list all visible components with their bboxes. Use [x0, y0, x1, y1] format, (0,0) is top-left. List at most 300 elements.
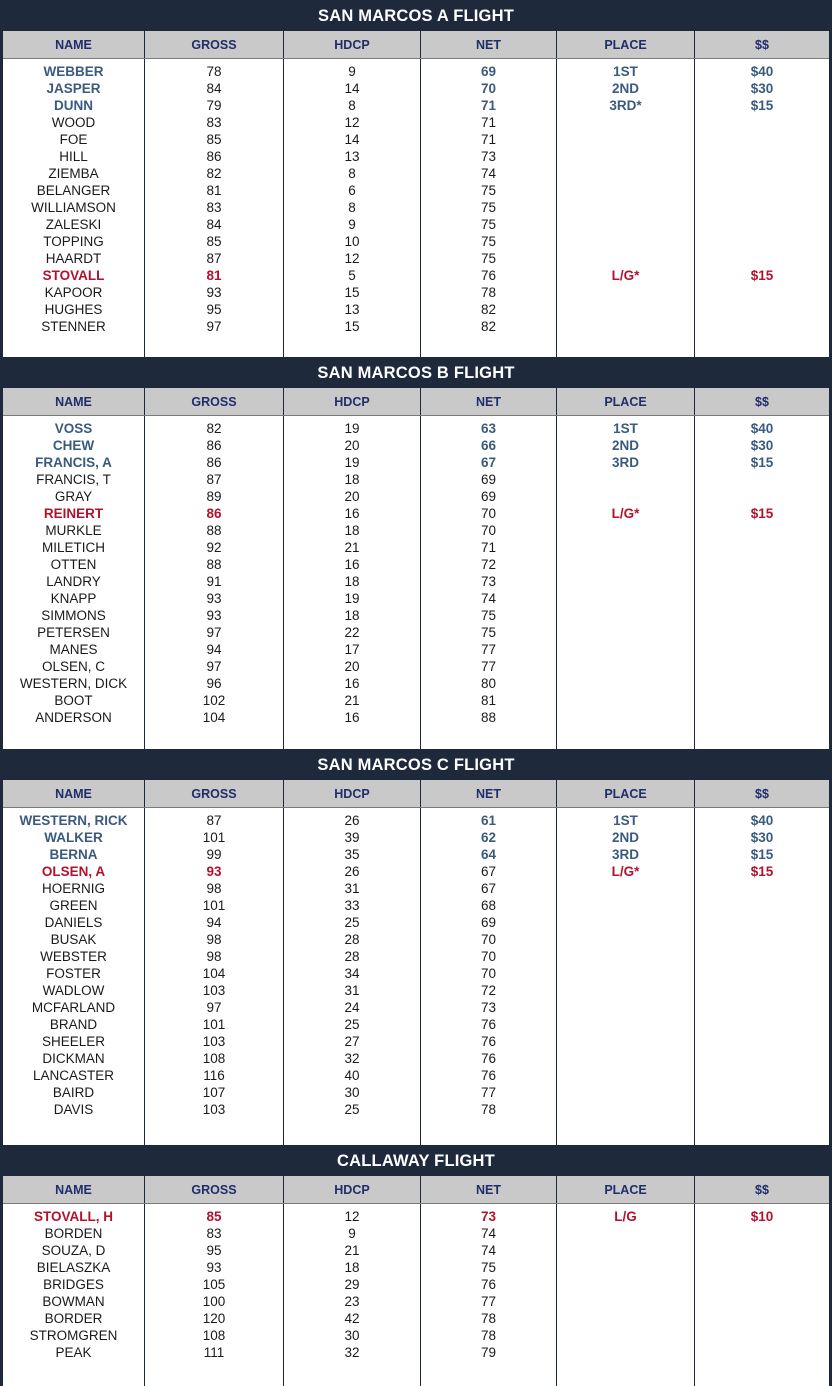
column-header: $$	[755, 38, 769, 52]
table-cell-hdcp: 24	[344, 1000, 360, 1015]
table-cell-money: $40	[750, 64, 774, 79]
table-cell-money	[695, 658, 829, 675]
net-column	[421, 59, 557, 357]
table-cell-gross: 111	[203, 1345, 225, 1360]
table-cell-net: 78	[480, 1328, 497, 1343]
table-cell-gross: 88	[206, 557, 222, 572]
table-cell-hdcp: 8	[348, 98, 356, 113]
table-cell-name: BRIDGES	[43, 1277, 104, 1292]
table-cell-place	[557, 148, 694, 165]
table-cell-net: 81	[480, 693, 497, 708]
table-cell-net: 78	[480, 1102, 497, 1117]
table-cell-name: GRAY	[54, 489, 93, 504]
table-cell-money	[695, 1344, 829, 1361]
name-column	[3, 808, 145, 1145]
table-cell-net: 75	[480, 251, 497, 266]
table-cell-money	[695, 471, 829, 488]
table-cell-name: HILL	[59, 149, 88, 164]
table-cell-gross: 86	[206, 438, 222, 453]
column-header: GROSS	[145, 31, 284, 58]
table-cell-place: 3RD	[611, 847, 639, 862]
table-cell-name: OLSEN, C	[41, 659, 106, 674]
table-cell-name: BIELASZKA	[36, 1260, 111, 1275]
table-cell-place: 3RD*	[609, 98, 642, 113]
column-header: NET	[421, 780, 557, 807]
table-cell-hdcp: 15	[344, 319, 360, 334]
flight-section	[0, 0, 832, 357]
table-cell-place	[557, 692, 694, 709]
table-cell-money: $15	[750, 455, 774, 470]
table-cell-hdcp: 13	[344, 302, 360, 317]
column-header: PLACE	[557, 1176, 695, 1203]
column-header: PLACE	[557, 31, 695, 58]
table-cell-hdcp: 25	[344, 1102, 360, 1117]
column-header: NET	[421, 1176, 557, 1203]
table-cell-gross: 93	[206, 1260, 222, 1275]
table-cell-gross: 83	[206, 115, 222, 130]
gross-column	[145, 1204, 284, 1386]
net-column	[421, 808, 557, 1145]
table-cell-name: ANDERSON	[35, 710, 112, 725]
table-cell-net: 70	[480, 949, 497, 964]
table-cell-name: WESTERN, DICK	[19, 676, 128, 691]
table-cell-net: 73	[480, 149, 497, 164]
table-cell-net: 67	[480, 455, 497, 470]
table-cell-net: 75	[480, 608, 497, 623]
column-header: NET	[421, 388, 557, 415]
table-cell-place	[557, 114, 694, 131]
column-header: NET	[421, 31, 557, 58]
results-table	[0, 388, 832, 749]
table-cell-hdcp: 30	[344, 1328, 360, 1343]
table-cell-money	[695, 590, 829, 607]
table-cell-hdcp: 13	[344, 149, 360, 164]
table-cell-gross: 97	[206, 319, 222, 334]
table-cell-net: 76	[480, 1034, 497, 1049]
table-cell-gross: 98	[206, 881, 222, 896]
table-cell-name: DAVIS	[53, 1102, 94, 1117]
table-cell-name: STROMGREN	[29, 1328, 118, 1343]
place-column	[557, 808, 695, 1145]
table-cell-money	[695, 131, 829, 148]
table-cell-hdcp: 8	[348, 166, 356, 181]
table-cell-net: 73	[480, 1209, 497, 1224]
table-cell-gross: 93	[206, 864, 222, 879]
table-cell-name: LANCASTER	[32, 1068, 115, 1083]
table-cell-name: PETERSEN	[37, 625, 110, 640]
table-cell-place	[557, 318, 694, 335]
table-cell-money	[695, 931, 829, 948]
table-cell-net: 75	[480, 183, 497, 198]
column-header: GROSS	[145, 780, 284, 807]
table-cell-hdcp: 28	[344, 932, 360, 947]
column-header: GROSS	[145, 388, 284, 415]
table-cell-gross: 97	[206, 659, 222, 674]
money-column	[695, 1204, 829, 1386]
table-cell-hdcp: 16	[344, 676, 360, 691]
table-cell-hdcp: 32	[344, 1345, 360, 1360]
table-cell-name: BUSAK	[50, 932, 97, 947]
table-cell-name: BERNA	[49, 847, 98, 862]
results-table	[0, 1176, 832, 1386]
table-cell-name: BOWMAN	[42, 1294, 105, 1309]
table-cell-name: BELANGER	[36, 183, 111, 198]
table-cell-money	[695, 897, 829, 914]
table-cell-gross: 88	[206, 523, 222, 538]
table-cell-net: 69	[480, 64, 497, 79]
table-cell-hdcp: 18	[344, 1260, 360, 1275]
table-cell-gross: 120	[202, 1311, 226, 1326]
table-cell-hdcp: 5	[348, 268, 356, 283]
table-cell-net: 70	[480, 966, 497, 981]
table-cell-name: KAPOOR	[44, 285, 103, 300]
table-cell-place	[557, 165, 694, 182]
table-cell-net: 88	[480, 710, 497, 725]
table-cell-money	[695, 284, 829, 301]
table-cell-name: CHEW	[52, 438, 95, 453]
table-cell-place	[557, 1293, 694, 1310]
table-cell-hdcp: 28	[344, 949, 360, 964]
table-cell-gross: 100	[202, 1294, 226, 1309]
column-header: PLACE	[557, 780, 695, 807]
table-cell-gross: 103	[202, 1102, 226, 1117]
table-cell-net: 70	[480, 506, 497, 521]
table-cell-money	[695, 709, 829, 726]
table-cell-hdcp: 12	[344, 115, 360, 130]
table-cell-place	[557, 284, 694, 301]
column-header: NAME	[3, 1176, 145, 1203]
column-header: NAME	[3, 31, 145, 58]
column-header: NAME	[3, 780, 145, 807]
column-header: GROSS	[145, 1176, 284, 1203]
table-cell-name: WOOD	[51, 115, 96, 130]
table-cell-name: WADLOW	[42, 983, 105, 998]
table-cell-hdcp: 16	[344, 506, 360, 521]
table-cell-net: 67	[480, 881, 497, 896]
table-cell-net: 77	[480, 642, 497, 657]
table-cell-net: 76	[480, 1051, 497, 1066]
table-cell-place	[557, 658, 694, 675]
table-cell-place: 1ST	[613, 421, 638, 436]
table-cell-net: 75	[480, 625, 497, 640]
table-cell-name: FOE	[59, 132, 88, 147]
table-cell-name: FOSTER	[46, 966, 101, 981]
flight-section	[0, 1145, 832, 1386]
hdcp-column	[284, 416, 421, 749]
table-cell-money	[695, 114, 829, 131]
table-cell-name: ZALESKI	[45, 217, 102, 232]
table-cell-gross: 83	[206, 1226, 222, 1241]
name-column	[3, 59, 145, 357]
gross-column	[145, 808, 284, 1145]
table-cell-money	[695, 641, 829, 658]
table-cell-hdcp: 30	[344, 1085, 360, 1100]
table-cell-money	[695, 233, 829, 250]
table-cell-name: VOSS	[54, 421, 93, 436]
table-cell-money	[695, 999, 829, 1016]
table-body	[3, 59, 829, 357]
table-cell-net: 76	[480, 1277, 497, 1292]
table-cell-hdcp: 12	[344, 251, 360, 266]
table-cell-name: MILETICH	[41, 540, 105, 555]
table-cell-net: 73	[480, 574, 497, 589]
table-body	[3, 1204, 829, 1386]
table-cell-money	[695, 607, 829, 624]
table-cell-place	[557, 131, 694, 148]
table-cell-gross: 81	[206, 183, 222, 198]
table-cell-money	[695, 1293, 829, 1310]
flight-title: SAN MARCOS C FLIGHT	[0, 749, 832, 780]
table-cell-gross: 91	[206, 574, 222, 589]
table-cell-name: BRAND	[49, 1017, 98, 1032]
table-cell-gross: 86	[206, 455, 222, 470]
table-cell-money: $40	[750, 813, 774, 828]
table-cell-net: 68	[480, 898, 497, 913]
table-cell-hdcp: 18	[344, 472, 360, 487]
table-cell-net: 63	[480, 421, 497, 436]
table-cell-money	[695, 1016, 829, 1033]
table-cell-place: 1ST	[613, 813, 638, 828]
table-cell-gross: 84	[206, 81, 222, 96]
table-cell-net: 75	[480, 1260, 497, 1275]
table-cell-name: STOVALL, H	[33, 1209, 113, 1224]
table-cell-hdcp: 9	[348, 1226, 356, 1241]
table-cell-gross: 103	[202, 983, 226, 998]
table-cell-place	[557, 897, 694, 914]
table-cell-place	[557, 914, 694, 931]
table-cell-name: SIMMONS	[41, 608, 106, 623]
table-cell-money	[695, 318, 829, 335]
name-column	[3, 1204, 145, 1386]
results-table	[0, 780, 832, 1145]
table-cell-hdcp: 25	[344, 1017, 360, 1032]
flight-title: CALLAWAY FLIGHT	[0, 1145, 832, 1176]
table-cell-hdcp: 15	[344, 285, 360, 300]
table-cell-net: 78	[480, 1311, 497, 1326]
table-cell-place: L/G	[614, 1209, 637, 1224]
table-cell-money	[695, 1259, 829, 1276]
table-cell-place	[557, 1101, 694, 1118]
table-cell-money	[695, 1101, 829, 1118]
table-cell-hdcp: 21	[344, 693, 360, 708]
table-cell-hdcp: 8	[348, 200, 356, 215]
table-cell-money: $15	[750, 506, 774, 521]
table-cell-gross: 95	[206, 302, 222, 317]
table-cell-place	[557, 1033, 694, 1050]
table-cell-money	[695, 1067, 829, 1084]
net-column	[421, 416, 557, 749]
table-body	[3, 808, 829, 1145]
table-cell-gross: 87	[206, 251, 222, 266]
table-cell-name: SHEELER	[41, 1034, 106, 1049]
table-body	[3, 416, 829, 749]
table-cell-gross: 104	[202, 710, 226, 725]
table-cell-place: 2ND	[611, 830, 639, 845]
table-cell-gross: 102	[202, 693, 226, 708]
table-cell-gross: 82	[206, 166, 222, 181]
table-cell-money	[695, 1084, 829, 1101]
table-cell-hdcp: 20	[344, 438, 360, 453]
table-cell-net: 71	[480, 132, 497, 147]
table-cell-hdcp: 9	[348, 217, 356, 232]
table-cell-net: 82	[480, 319, 497, 334]
table-cell-place	[557, 182, 694, 199]
table-cell-place	[557, 1242, 694, 1259]
table-cell-money: $15	[750, 268, 774, 283]
table-cell-money: $15	[750, 847, 774, 862]
column-header: HDCP	[284, 1176, 421, 1203]
table-cell-name: OLSEN, A	[41, 864, 106, 879]
column-header-row	[3, 388, 829, 416]
table-cell-place	[557, 1067, 694, 1084]
table-cell-hdcp: 16	[344, 557, 360, 572]
table-cell-net: 75	[480, 234, 497, 249]
money-column	[695, 59, 829, 357]
table-cell-name: KNAPP	[50, 591, 97, 606]
table-cell-net: 74	[480, 1243, 497, 1258]
column-header: PLACE	[557, 388, 695, 415]
table-cell-hdcp: 14	[344, 81, 360, 96]
hdcp-column	[284, 59, 421, 357]
table-cell-place	[557, 709, 694, 726]
results-table	[0, 31, 832, 357]
table-cell-net: 77	[480, 1085, 497, 1100]
table-cell-name: TOPPING	[43, 234, 104, 249]
table-cell-money	[695, 1242, 829, 1259]
table-cell-gross: 86	[206, 506, 222, 521]
table-cell-gross: 98	[206, 949, 222, 964]
table-cell-place	[557, 607, 694, 624]
table-cell-gross: 97	[206, 625, 222, 640]
table-cell-gross: 104	[202, 966, 226, 981]
flight-title: SAN MARCOS B FLIGHT	[0, 357, 832, 388]
table-cell-name: OTTEN	[50, 557, 97, 572]
table-cell-net: 75	[480, 200, 497, 215]
name-column	[3, 416, 145, 749]
table-cell-place	[557, 1327, 694, 1344]
table-cell-hdcp: 17	[344, 642, 360, 657]
table-cell-gross: 116	[203, 1068, 225, 1083]
table-cell-hdcp: 26	[344, 813, 360, 828]
table-cell-money	[695, 914, 829, 931]
table-cell-place	[557, 1225, 694, 1242]
table-cell-money: $30	[750, 81, 774, 96]
net-column	[421, 1204, 557, 1386]
table-cell-place	[557, 590, 694, 607]
table-cell-money: $10	[750, 1209, 774, 1224]
place-column	[557, 416, 695, 749]
table-cell-money	[695, 1225, 829, 1242]
table-cell-money: $30	[750, 830, 774, 845]
table-cell-net: 62	[480, 830, 497, 845]
table-cell-net: 74	[480, 166, 497, 181]
table-cell-gross: 95	[206, 1243, 222, 1258]
table-cell-place	[557, 948, 694, 965]
table-cell-place	[557, 488, 694, 505]
table-cell-money	[695, 301, 829, 318]
table-cell-gross: 99	[206, 847, 222, 862]
table-cell-place	[557, 233, 694, 250]
table-cell-place	[557, 539, 694, 556]
table-cell-net: 76	[480, 1017, 497, 1032]
table-cell-money	[695, 692, 829, 709]
table-cell-name: JASPER	[46, 81, 101, 96]
table-cell-money	[695, 1327, 829, 1344]
table-cell-net: 71	[480, 540, 497, 555]
table-cell-name: WEBSTER	[40, 949, 107, 964]
table-cell-hdcp: 9	[348, 64, 356, 79]
table-cell-money	[695, 522, 829, 539]
table-cell-gross: 78	[206, 64, 222, 79]
table-cell-place	[557, 522, 694, 539]
table-cell-net: 72	[480, 557, 497, 572]
table-cell-net: 70	[480, 81, 497, 96]
table-cell-name: BAIRD	[52, 1085, 95, 1100]
table-cell-net: 70	[480, 523, 497, 538]
table-cell-gross: 87	[206, 813, 222, 828]
table-cell-place	[557, 1310, 694, 1327]
gross-column	[145, 59, 284, 357]
table-cell-place: L/G*	[611, 506, 640, 521]
table-cell-hdcp: 39	[344, 830, 360, 845]
column-header: $$	[755, 395, 769, 409]
table-cell-gross: 92	[206, 540, 222, 555]
table-cell-hdcp: 23	[344, 1294, 360, 1309]
table-cell-money	[695, 216, 829, 233]
table-cell-place	[557, 675, 694, 692]
table-cell-place	[557, 965, 694, 982]
table-cell-hdcp: 19	[344, 455, 360, 470]
hdcp-column	[284, 1204, 421, 1386]
table-cell-place: 1ST	[613, 64, 638, 79]
table-cell-name: BOOT	[54, 693, 93, 708]
table-cell-place: 2ND	[611, 81, 639, 96]
table-cell-gross: 101	[202, 898, 226, 913]
column-header-row	[3, 31, 829, 59]
table-cell-gross: 108	[202, 1051, 226, 1066]
table-cell-name: BORDER	[44, 1311, 103, 1326]
table-cell-place: L/G*	[611, 268, 640, 283]
table-cell-hdcp: 19	[344, 421, 360, 436]
table-cell-place	[557, 1016, 694, 1033]
table-cell-name: LANDRY	[46, 574, 101, 589]
table-cell-hdcp: 22	[344, 625, 360, 640]
table-cell-money: $15	[750, 98, 774, 113]
table-cell-money	[695, 1050, 829, 1067]
table-cell-name: WILLIAMSON	[31, 200, 116, 215]
table-cell-net: 77	[480, 659, 497, 674]
table-cell-place	[557, 999, 694, 1016]
table-cell-place: 3RD	[611, 455, 639, 470]
flight-section	[0, 749, 832, 1145]
table-cell-name: MURKLE	[45, 523, 102, 538]
table-cell-place	[557, 573, 694, 590]
table-cell-gross: 93	[206, 285, 222, 300]
table-cell-money	[695, 624, 829, 641]
table-cell-hdcp: 42	[344, 1311, 360, 1326]
table-cell-hdcp: 35	[344, 847, 360, 862]
table-cell-gross: 107	[202, 1085, 226, 1100]
table-cell-net: 75	[480, 217, 497, 232]
table-cell-hdcp: 12	[344, 1209, 360, 1224]
table-cell-gross: 105	[202, 1277, 226, 1292]
table-cell-name: HUGHES	[44, 302, 103, 317]
table-cell-name: FRANCIS, T	[36, 472, 111, 487]
table-cell-place	[557, 1259, 694, 1276]
table-cell-name: HAARDT	[45, 251, 102, 266]
table-cell-gross: 87	[206, 472, 222, 487]
table-cell-net: 71	[480, 115, 497, 130]
